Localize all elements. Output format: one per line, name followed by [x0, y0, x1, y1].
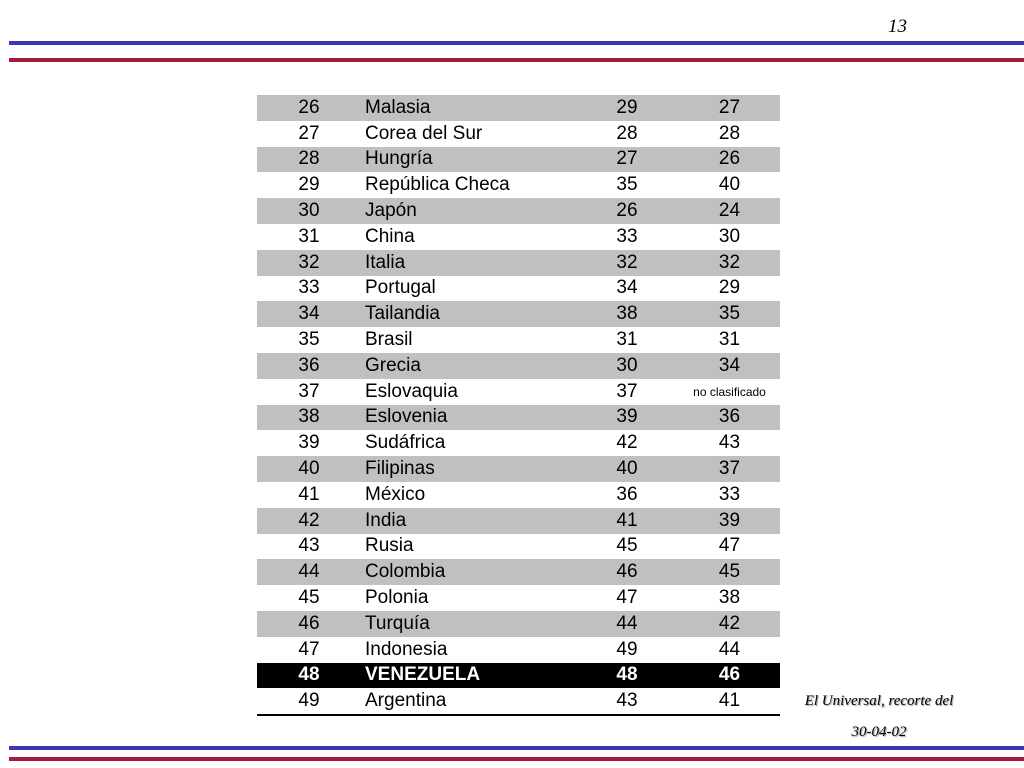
table-row: [257, 637, 780, 663]
table-row: [257, 250, 780, 276]
rank-cell: 45: [298, 587, 320, 609]
country-cell: Italia: [365, 251, 406, 273]
page-number: 13: [888, 16, 907, 37]
previous-rank-cell: 32: [616, 251, 638, 273]
table-row: [257, 224, 780, 250]
rank-cell: 48: [298, 664, 320, 686]
table-row: [257, 559, 780, 585]
rank-cell: 44: [298, 561, 320, 583]
previous-rank-cell: 39: [616, 406, 638, 428]
previous-rank-cell: 48: [616, 664, 638, 686]
country-cell: Indonesia: [365, 638, 448, 660]
prior-rank-cell: no clasificado: [693, 384, 766, 399]
country-cell: Portugal: [365, 277, 436, 299]
previous-rank-cell: 28: [616, 122, 638, 144]
rank-cell: 39: [298, 432, 320, 454]
country-cell: Argentina: [365, 690, 447, 712]
table-row: [257, 688, 780, 714]
table-row: [257, 121, 780, 147]
prior-rank-cell: 46: [718, 664, 741, 686]
bottom-rule-blue: [9, 746, 1024, 750]
previous-rank-cell: 44: [616, 612, 638, 634]
table-row: [257, 379, 780, 405]
table-row: [257, 147, 780, 173]
table-row: [257, 172, 780, 198]
rank-cell: 34: [298, 303, 320, 325]
table-row: [257, 508, 780, 534]
country-cell: República Checa: [365, 174, 510, 196]
previous-rank-cell: 27: [616, 148, 638, 170]
previous-rank-cell: 40: [616, 458, 638, 480]
prior-rank-cell: 43: [718, 432, 741, 454]
previous-rank-cell: 45: [616, 535, 638, 557]
rank-cell: 27: [298, 122, 320, 144]
prior-rank-cell: 36: [718, 406, 741, 428]
country-cell: Filipinas: [365, 458, 435, 480]
prior-rank-cell: 42: [718, 612, 741, 634]
country-cell: Turquía: [365, 612, 430, 634]
rank-cell: 46: [298, 612, 320, 634]
rank-cell: 37: [298, 380, 320, 402]
rank-cell: 47: [298, 638, 320, 660]
prior-rank-cell: 38: [718, 587, 741, 609]
rank-cell: 29: [298, 174, 320, 196]
country-cell: Hungría: [365, 148, 433, 170]
prior-rank-cell: 37: [718, 458, 741, 480]
country-cell: Polonia: [365, 587, 429, 609]
rank-cell: 33: [298, 277, 320, 299]
table-row: [257, 301, 780, 327]
rank-cell: 35: [298, 329, 320, 351]
prior-rank-cell: 27: [718, 96, 741, 118]
top-rule-blue: [9, 41, 1024, 45]
prior-rank-cell: 29: [718, 277, 741, 299]
rank-cell: 26: [298, 96, 320, 118]
bottom-rule-red: [9, 757, 1024, 761]
table-row: [257, 95, 780, 121]
rank-cell: 41: [298, 483, 320, 505]
prior-rank-cell: 28: [718, 122, 741, 144]
table-row: [257, 482, 780, 508]
rank-cell: 31: [298, 225, 320, 247]
prior-rank-cell: 35: [718, 303, 741, 325]
prior-rank-cell: 31: [718, 329, 741, 351]
source-note: [781, 686, 977, 748]
prior-rank-cell: 33: [718, 483, 741, 505]
previous-rank-cell: 30: [616, 354, 638, 376]
country-cell: Malasia: [365, 96, 431, 118]
rank-cell: 49: [298, 690, 320, 712]
rank-cell: 40: [298, 458, 320, 480]
country-cell: India: [365, 509, 407, 531]
prior-rank-cell: 26: [718, 148, 741, 170]
country-cell: Grecia: [365, 354, 421, 376]
rank-cell: 43: [298, 535, 320, 557]
table-row: [257, 456, 780, 482]
prior-rank-cell: 32: [718, 251, 741, 273]
table-row: [257, 585, 780, 611]
prior-rank-cell: 40: [718, 174, 741, 196]
table-row: [257, 405, 780, 431]
country-cell: Brasil: [365, 329, 413, 351]
rank-cell: 28: [298, 148, 320, 170]
prior-rank-cell: 39: [718, 509, 741, 531]
country-cell: Japón: [365, 200, 417, 222]
prior-rank-cell: 30: [718, 225, 741, 247]
rank-cell: 42: [298, 509, 320, 531]
previous-rank-cell: 26: [616, 200, 638, 222]
table-row: [257, 276, 780, 302]
previous-rank-cell: 46: [616, 561, 638, 583]
previous-rank-cell: 38: [616, 303, 638, 325]
previous-rank-cell: 47: [616, 587, 638, 609]
country-cell: México: [365, 483, 426, 505]
previous-rank-cell: 36: [616, 483, 638, 505]
prior-rank-cell: 41: [718, 690, 741, 712]
country-cell: China: [365, 225, 415, 247]
country-cell: Tailandia: [365, 303, 440, 325]
table-row: [257, 611, 780, 637]
source-note-line-1: El Universal, recorte del: [804, 693, 954, 709]
previous-rank-cell: 43: [616, 690, 638, 712]
previous-rank-cell: 37: [616, 380, 638, 402]
prior-rank-cell: 45: [718, 561, 741, 583]
rank-cell: 30: [298, 200, 320, 222]
previous-rank-cell: 31: [616, 329, 638, 351]
previous-rank-cell: 34: [616, 277, 638, 299]
rank-cell: 32: [298, 251, 320, 273]
ranking-table: [257, 95, 780, 716]
table-row: [257, 353, 780, 379]
previous-rank-cell: 29: [616, 96, 638, 118]
prior-rank-cell: 44: [718, 638, 741, 660]
rank-cell: 38: [298, 406, 320, 428]
previous-rank-cell: 49: [616, 638, 638, 660]
country-cell: Rusia: [365, 535, 414, 557]
previous-rank-cell: 42: [616, 432, 638, 454]
prior-rank-cell: 24: [718, 200, 741, 222]
previous-rank-cell: 33: [616, 225, 638, 247]
table-row: [257, 663, 780, 689]
previous-rank-cell: 35: [616, 174, 638, 196]
rank-cell: 36: [298, 354, 320, 376]
table-row: [257, 327, 780, 353]
table-row: [257, 534, 780, 560]
previous-rank-cell: 41: [616, 509, 638, 531]
table-row: [257, 198, 780, 224]
prior-rank-cell: 34: [718, 354, 741, 376]
country-cell: Corea del Sur: [365, 122, 483, 144]
country-cell: VENEZUELA: [365, 664, 481, 686]
top-rule-red: [9, 58, 1024, 62]
country-cell: Sudáfrica: [365, 432, 446, 454]
prior-rank-cell: 47: [718, 535, 741, 557]
country-cell: Colombia: [365, 561, 446, 583]
table-row: [257, 430, 780, 456]
country-cell: Eslovaquia: [365, 380, 458, 402]
country-cell: Eslovenia: [365, 406, 448, 428]
source-note-line-2: 30-04-02: [851, 724, 907, 740]
